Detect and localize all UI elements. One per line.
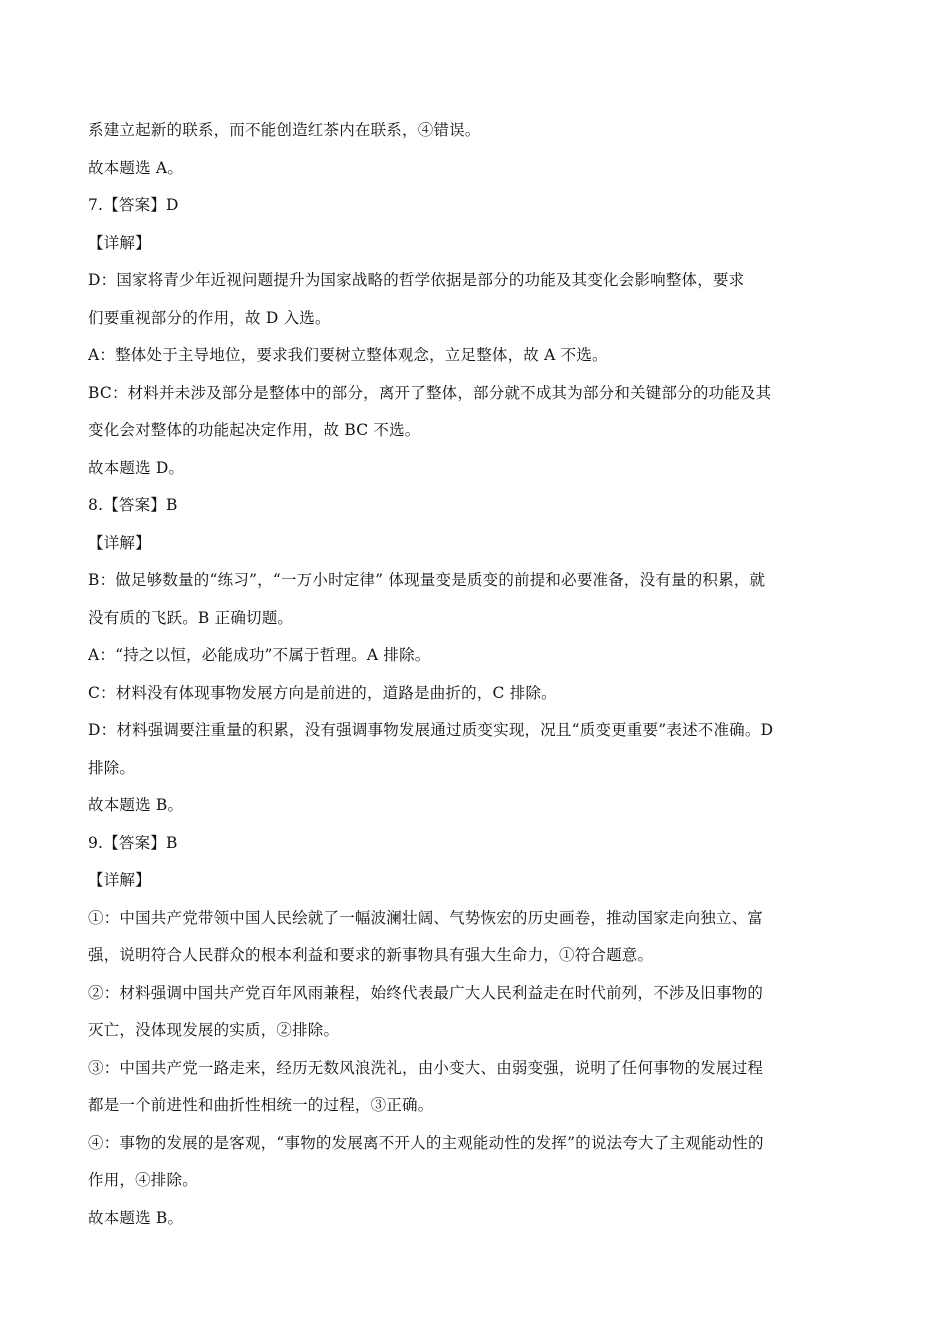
document-page <box>88 112 808 1237</box>
text-line: A：整体处于主导地位，要求我们要树立整体观念，立足整体，故 A 不选。 <box>88 346 608 364</box>
text-line: 没有质的飞跃。B 正确切题。 <box>88 608 294 627</box>
text-line: ③：中国共产党一路走来，经历无数风浪洗礼，由小变大、由弱变强，说明了任何事物的发展过程 <box>88 1058 764 1077</box>
text-line: 故本题选 A。 <box>88 158 184 177</box>
text-line: 都是一个前进性和曲折性相统一的过程，③正确。 <box>88 1096 434 1114</box>
explanation-heading: 【详解】 <box>88 533 151 552</box>
text-line: 作用，④排除。 <box>88 1171 198 1189</box>
text-line: 故本题选 B。 <box>88 796 184 814</box>
text-line: D：材料强调要注重量的积累，没有强调事物发展通过质变实现，况且“质变更重要”表述不准确。D <box>88 721 774 739</box>
text-line: 系建立起新的联系，而不能创造红茶内在联系，④错误。 <box>88 121 481 139</box>
text-line: 强，说明符合人民群众的根本利益和要求的新事物具有强大生命力，①符合题意。 <box>88 946 654 964</box>
text-line: BC：材料并未涉及部分是整体中的部分，离开了整体，部分就不成其为部分和关键部分的功能及其 <box>88 383 772 402</box>
text-line: 们要重视部分的作用，故 D 入选。 <box>88 308 331 327</box>
text-line: 排除。 <box>88 758 136 777</box>
explanation-heading: 【详解】 <box>88 233 151 252</box>
text-line: C：材料没有体现事物发展方向是前进的，道路是曲折的，C 排除。 <box>88 683 557 702</box>
text-line: 故本题选 B。 <box>88 1208 184 1227</box>
text-line: A：“持之以恒，必能成功”不属于哲理。A 排除。 <box>88 646 431 664</box>
text-line: ①：中国共产党带领中国人民绘就了一幅波澜壮阔、气势恢宏的历史画卷，推动国家走向独立、富 <box>88 908 764 927</box>
text-line: 变化会对整体的功能起决定作用，故 BC 不选。 <box>88 421 421 439</box>
text-line: 灭亡，没体现发展的实质，②排除。 <box>88 1021 340 1039</box>
text-line: ④：事物的发展的是客观，“事物的发展离不开人的主观能动性的发挥”的说法夸大了主观能动性的 <box>88 1133 764 1152</box>
answer-heading-8: 8.【答案】B <box>88 496 178 514</box>
text-line: ②：材料强调中国共产党百年风雨兼程，始终代表最广大人民利益走在时代前列，不涉及旧事物的 <box>88 983 764 1002</box>
explanation-heading: 【详解】 <box>88 871 151 889</box>
text-line: D：国家将青少年近视问题提升为国家战略的哲学依据是部分的功能及其变化会影响整体，要求 <box>88 271 745 289</box>
answer-heading-9: 9.【答案】B <box>88 833 178 852</box>
text-line: 故本题选 D。 <box>88 458 185 477</box>
answer-heading-7: 7.【答案】D <box>88 196 179 214</box>
text-line: B：做足够数量的“练习”，“一万小时定律” 体现量变是质变的前提和必要准备，没有量的积累，就 <box>88 571 766 589</box>
